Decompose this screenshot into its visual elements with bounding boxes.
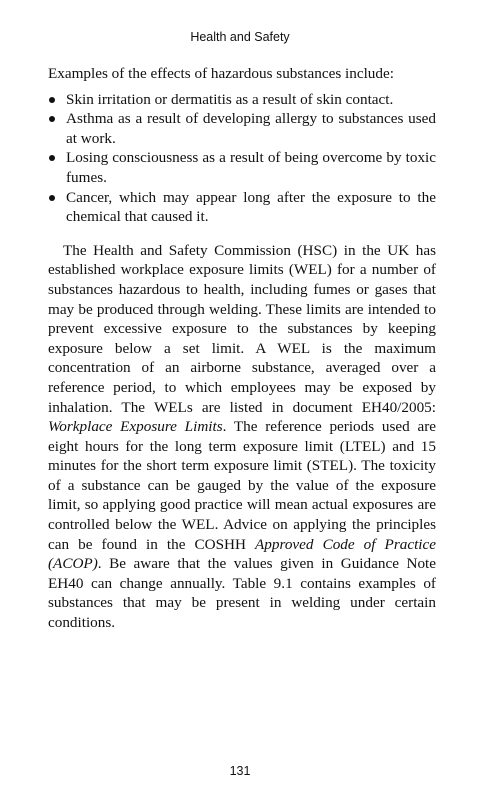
list-item bbox=[48, 90, 436, 110]
page-number: 131 bbox=[229, 764, 251, 778]
list-item-text: Losing consciousness as a result of being overcome by toxic fumes. bbox=[66, 149, 436, 186]
effects-list bbox=[48, 90, 436, 227]
bullet-icon bbox=[49, 97, 55, 103]
list-item-text: Asthma as a result of developing allergy to substances used at work. bbox=[66, 110, 436, 147]
body-paragraph bbox=[48, 241, 436, 633]
paragraph-text-part: The Health and Safety Commission (HSC) in the UK has established workplace exposure limits (WEL) for a number of substances hazardous to health, including fumes or gases that may be produced through welding. These limits are intended to prevent excessive exposure to the substances by keeping exposure below a set limit. A WEL is the maximum concentration of an airborne substance, averaged over a reference period, to which employees may be exposed by inhalation. The WELs are listed in document EH40/2005: bbox=[48, 241, 436, 416]
list-item-text: Cancer, which may appear long after the exposure to the chemical that caused it. bbox=[66, 188, 436, 226]
list-item-text: Skin irritation or dermatitis as a result of skin contact. bbox=[66, 90, 394, 108]
list-item bbox=[48, 109, 436, 148]
code-of-practice-italic: Approved Code of Practice (ACOP) bbox=[48, 535, 436, 573]
bullet-icon bbox=[49, 195, 55, 201]
bullet-icon bbox=[49, 116, 55, 122]
list-item bbox=[48, 188, 436, 227]
paragraph-text-part: . The reference periods used are eight hours for the long term exposure limit (LTEL) and 15 minutes for the short term exposure limit (STEL). The toxicity of a substance can be gauged by the value of the exposure limit, so applying good practice will mean actual exposures are controlled below the WEL. Advice on applying the principles can be found in the COSHH bbox=[48, 418, 436, 553]
running-header: Health and Safety bbox=[190, 30, 290, 44]
intro-text: Examples of the effects of hazardous substances include: bbox=[48, 65, 394, 82]
document-title-italic: Workplace Exposure Limits bbox=[48, 418, 223, 436]
bullet-icon bbox=[49, 155, 55, 161]
paragraph-text-part: . Be aware that the values given in Guidance Note EH40 can change annually. Table 9.1 contains examples of substances that may be present in welding under certain conditions. bbox=[48, 555, 436, 632]
list-item bbox=[48, 148, 436, 187]
page-body bbox=[48, 64, 436, 633]
